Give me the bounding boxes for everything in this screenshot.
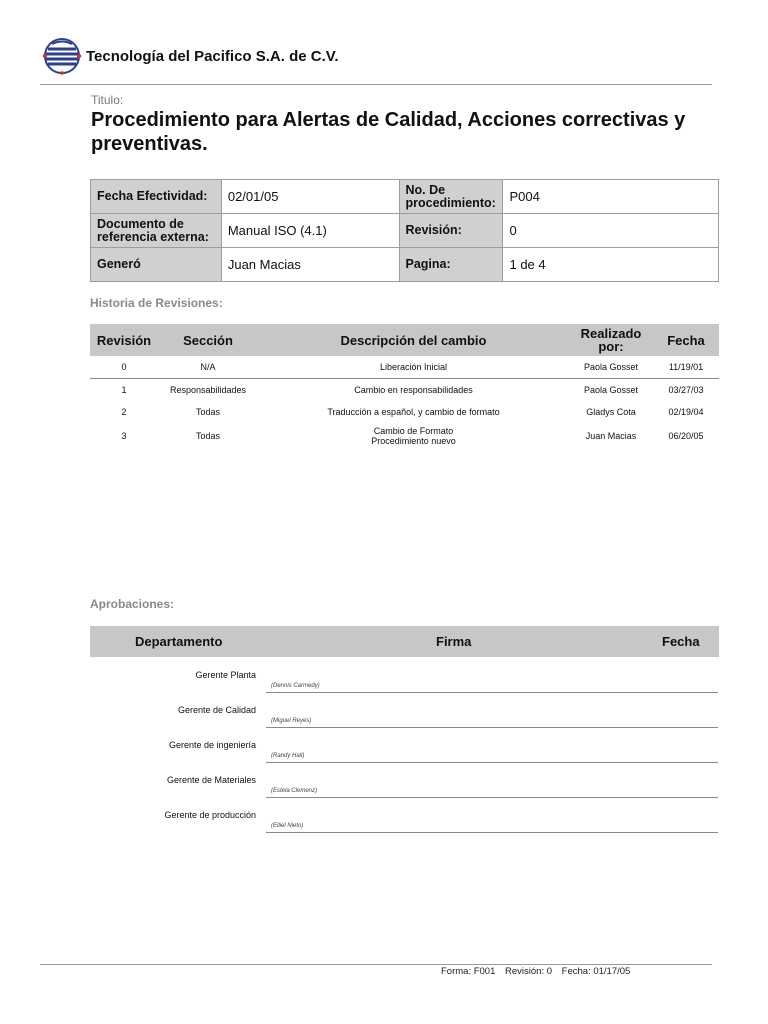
info-label: No. De procedimiento: [399,180,503,214]
approval-row [90,662,719,696]
info-label: Revisión: [399,214,503,248]
signer-name: (Elliel Nieto) [271,823,304,829]
table-cell: Cambio en responsabilidades [354,385,473,395]
table-row [90,356,719,379]
info-value: 0 [503,214,719,248]
column-header: Departamento [135,634,223,649]
info-value: Manual ISO (4.1) [221,214,399,248]
table-cell: Traducción a español, y cambio de formato [327,407,500,417]
info-value: 1 de 4 [503,248,719,282]
approval-row [90,802,719,836]
table-row [90,401,719,423]
table-cell: 3 [121,431,127,441]
signer-name: (Miguel Reyes) [271,718,312,724]
signer-name: (Dennis Carmedy) [271,683,320,689]
table-row [90,423,719,449]
title-label: Titulo: [91,93,124,107]
table-cell: 1 [121,385,127,395]
header-divider [40,84,712,85]
document-header [40,36,339,76]
table-cell: Cambio de Formato Procedimiento nuevo [371,426,456,446]
info-label: Generó [91,248,222,282]
column-header: Fecha [662,634,700,649]
column-header: Revisión [90,324,158,356]
info-row [91,180,719,214]
table-cell: Juan Macias [585,431,637,441]
department-label: Gerente de ingeniería [168,740,256,750]
form-footer [441,966,637,977]
department-label: Gerente de Calidad [177,705,256,715]
info-row [91,248,719,282]
info-label: Pagina: [399,248,503,282]
signature-line [266,727,718,728]
approvals-header [90,626,719,657]
table-cell: Paola Gosset [583,385,639,395]
table-cell: 06/20/05 [668,431,704,441]
signer-name: (Randy Hall) [271,753,305,759]
form-date: Fecha: 01/17/05 [561,966,631,977]
table-cell: 0 [90,356,158,379]
approval-row [90,767,719,801]
table-cell: Responsabilidades [169,385,247,395]
approval-row [90,732,719,766]
footer-divider [40,964,712,965]
signature-line [266,762,718,763]
column-header: Sección [158,324,258,356]
table-cell: 02/19/04 [668,407,704,417]
info-label: Fecha Efectividad: [91,180,222,214]
revision-history-table [90,324,719,449]
table-cell: Liberación Inicial [258,356,569,379]
column-header: Realizado por: [569,324,653,356]
table-cell: Gladys Cota [586,407,636,417]
revision-history-label: Historia de Revisiones: [90,296,223,310]
table-cell: 03/27/03 [668,385,704,395]
table-cell: 2 [121,407,127,417]
table-header-row [90,324,719,356]
info-label: Documento de referencia externa: [91,214,222,248]
table-cell: Todas [195,407,221,417]
company-name: Tecnología del Pacifico S.A. de C.V. [86,47,339,65]
page-title: Procedimiento para Alertas de Calidad, Acciones correctivas y preventivas. [91,109,686,155]
form-code: Forma: F001 [441,966,496,977]
department-label: Gerente de producción [164,810,256,820]
signer-name: (Estela Clemenz) [271,788,318,794]
approval-row [90,697,719,731]
table-cell: Todas [195,431,221,441]
document-info-table [90,179,719,282]
company-logo-icon [40,36,84,76]
table-cell: N/A [158,356,258,379]
signature-line [266,692,718,693]
info-value: Juan Macias [221,248,399,282]
column-header: Fecha [653,324,719,356]
department-label: Gerente de Materiales [166,775,256,785]
approvals-label: Aprobaciones: [90,597,175,611]
form-revision: Revisión: 0 [505,966,553,977]
info-row [91,214,719,248]
info-value: P004 [503,180,719,214]
department-label: Gerente Planta [195,670,256,680]
table-cell: 11/19/01 [653,356,719,379]
column-header: Descripción del cambio [258,324,569,356]
table-row [90,379,719,402]
signature-line [266,832,718,833]
table-cell: Paola Gosset [569,356,653,379]
info-value: 02/01/05 [221,180,399,214]
column-header: Firma [436,634,472,649]
signature-line [266,797,718,798]
